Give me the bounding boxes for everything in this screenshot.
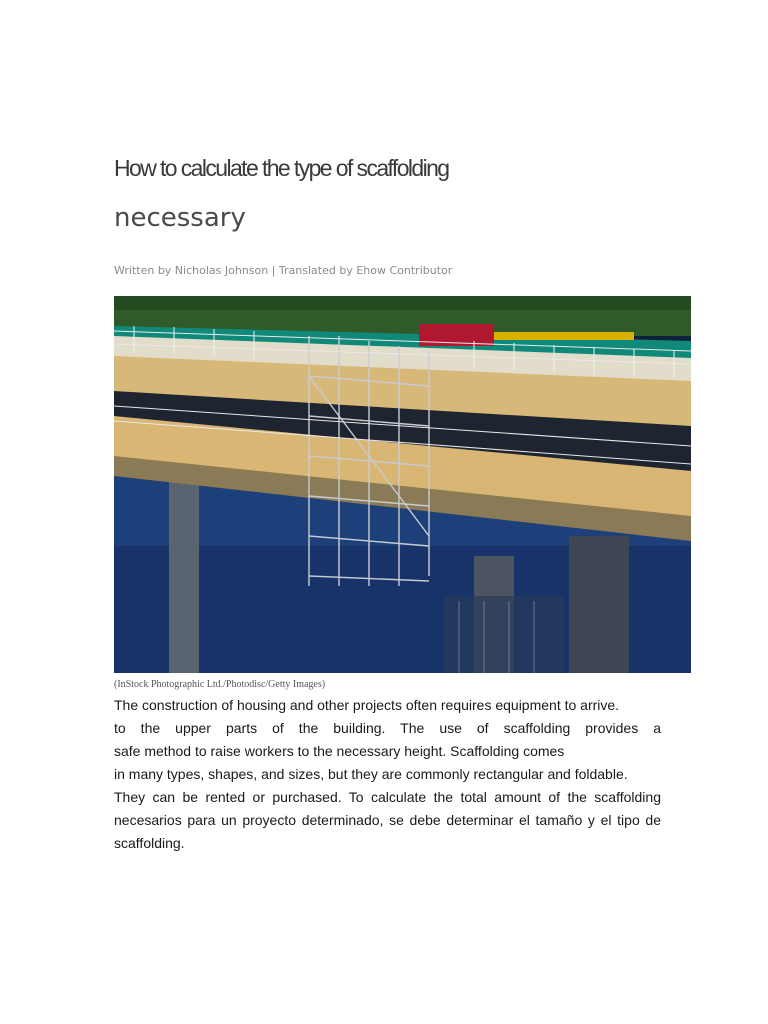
body-line: scaffolding. — [114, 835, 185, 851]
article-body — [114, 694, 661, 855]
body-line: to the upper parts of the building. The use of scaffolding provides a — [114, 720, 661, 736]
body-line: They can be rented or purchased. To calculate the total amount of the scaffolding — [114, 789, 661, 805]
scaffolding-bridge-photo — [114, 296, 691, 673]
byline: Written by Nicholas Johnson | Translated by Ehow Contributor — [114, 264, 453, 277]
body-line: The construction of housing and other projects often requires equipment to arrive. — [114, 697, 620, 713]
image-caption: (InStock Photographic Ltd./Photodisc/Getty Images) — [114, 679, 326, 690]
article-title-continued: necessary — [114, 203, 246, 233]
article-title: How to calculate the type of scaffolding — [114, 155, 449, 181]
body-line: in many types, shapes, and sizes, but they are commonly rectangular and foldable. — [114, 766, 628, 782]
body-line: safe method to raise workers to the necessary height. Scaffolding comes — [114, 743, 565, 759]
body-line: necesarios para un proyecto determinado, se debe determinar el tamaño y el tipo de — [114, 812, 661, 828]
